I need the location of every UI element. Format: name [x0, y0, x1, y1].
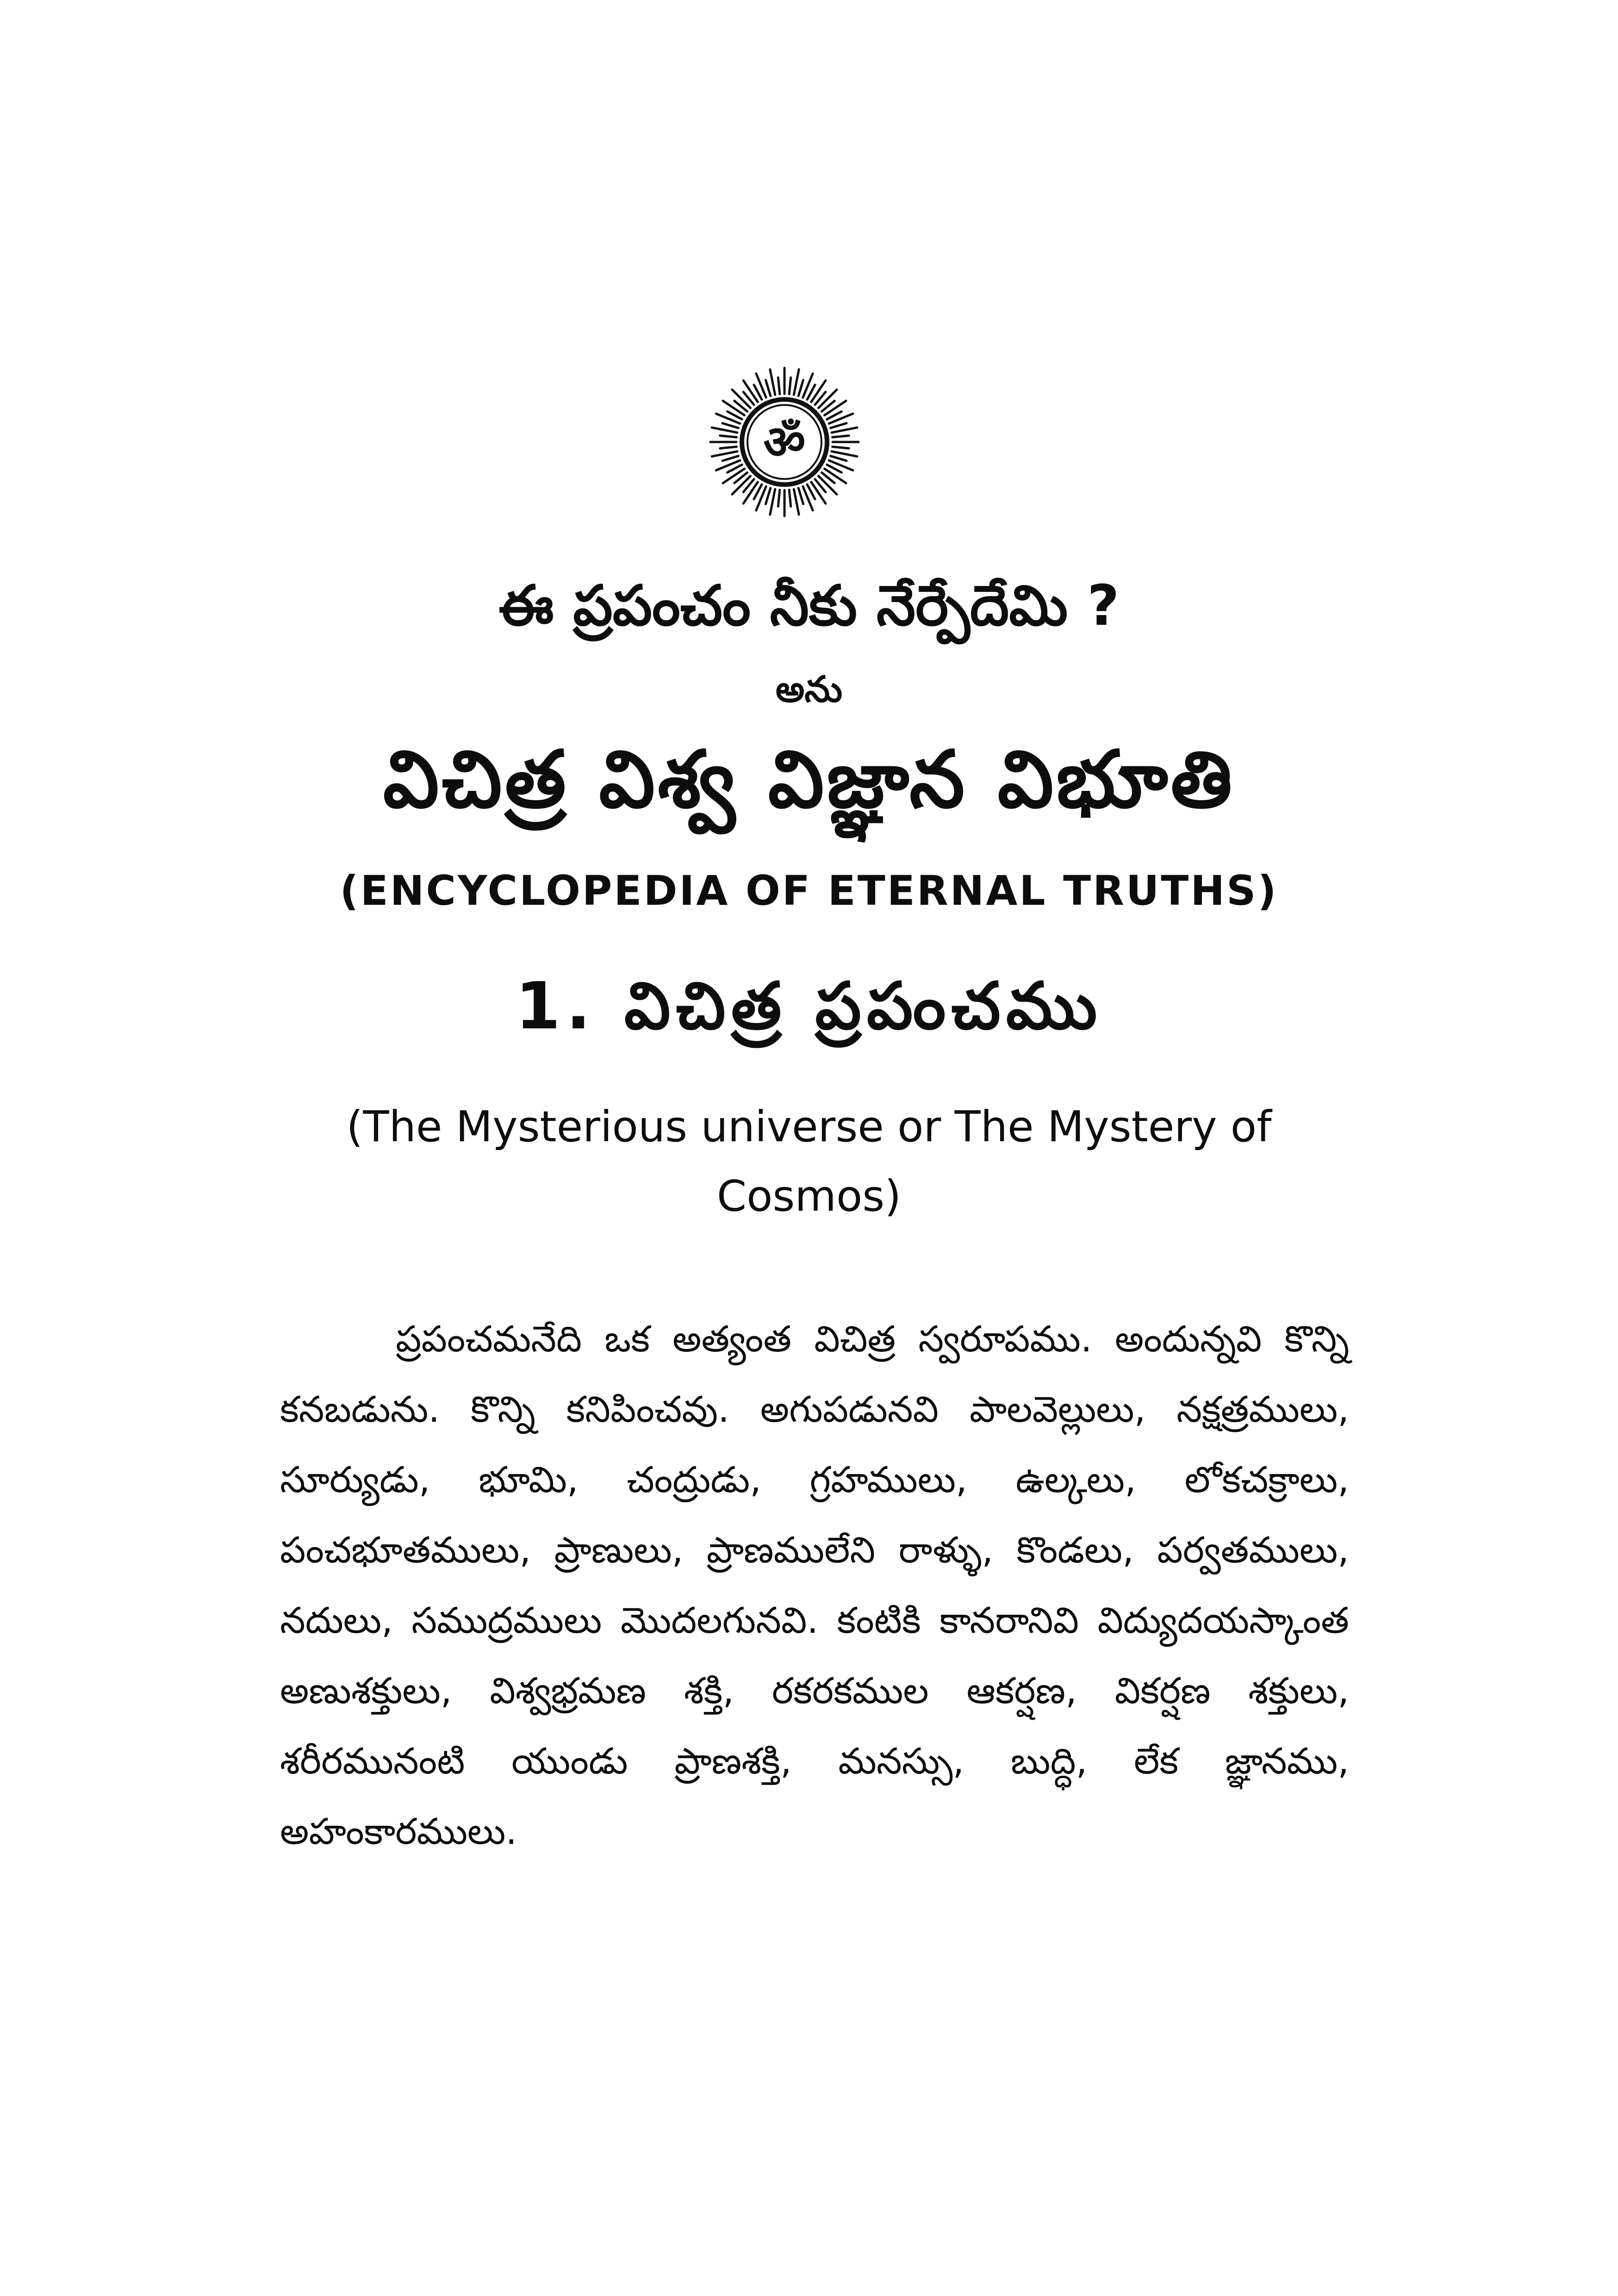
sun-ray	[765, 380, 770, 396]
sun-ray	[825, 469, 846, 483]
chapter-english-title	[0, 1092, 1618, 1231]
om-glyph: ॐ	[763, 415, 806, 469]
sun-ray	[778, 490, 780, 507]
sun-ray	[798, 488, 803, 504]
sun-ray	[712, 451, 737, 456]
sun-ray	[770, 369, 775, 395]
sun-ray	[765, 488, 770, 504]
sun-ray	[770, 489, 775, 515]
sun-ray	[831, 456, 847, 460]
sun-ray	[811, 482, 826, 504]
om-sun-emblem-icon	[708, 366, 861, 518]
chapter-heading: 1. విచిత్ర ప్రపంచము	[515, 969, 1103, 1044]
sun-ray	[833, 436, 849, 437]
sun-ray	[825, 401, 846, 415]
sun-ray	[833, 447, 849, 448]
sun-ray	[743, 380, 758, 402]
sun-ray	[743, 482, 758, 504]
sun-ray	[720, 436, 737, 437]
chapter-english-line-1: (The Mysterious universe or The Mystery of	[346, 1102, 1272, 1151]
title-telugu: ఈ ప్రపంచం నీకు నేర్పేదేమి ?	[498, 574, 1120, 638]
sun-ray	[789, 378, 791, 394]
sun-ray	[832, 451, 857, 456]
sun-ray	[722, 423, 739, 428]
sun-ray	[722, 456, 739, 460]
sun-ray	[723, 401, 745, 415]
sun-ray	[811, 380, 826, 402]
subtitle-english: (ENCYCLOPEDIA OF ETERNAL TRUTHS)	[340, 867, 1278, 915]
sun-ray	[712, 428, 737, 433]
connector-word: అను	[775, 669, 843, 710]
sun-ray	[723, 469, 745, 483]
sun-ray	[798, 380, 803, 396]
main-title: విచిత్ర విశ్వ విజ్ఞాన విభూతి	[383, 734, 1235, 826]
sun-ray	[794, 489, 799, 515]
sun-ray	[832, 428, 857, 433]
sun-ray	[794, 369, 799, 395]
sun-ray	[831, 423, 847, 428]
sun-ray	[778, 378, 780, 394]
sun-ray	[720, 447, 737, 448]
sun-ray	[789, 490, 791, 507]
body-paragraph: ప్రపంచమనేది ఒక అత్యంత విచిత్ర స్వరూపము. అందున్నవి కొన్ని కనబడును. కొన్ని కనిపించవు. అగుపడునవి పాలవెల్లులు, నక్షత్రములు, సూర్యుడు, భూమి, చంద్రుడు, గ్రహములు, ఉల్కలు, లోకచక్రాలు, పంచభూతములు, ప్రాణులు, ప్రాణములేని రాళ్ళు, కొండలు, పర్వతములు, నదులు, సముద్రములు మొదలగునవి. కంటికి కానరానివి విద్యుదయస్కాంత అణుశక్తులు, విశ్వభ్రమణ శక్తి, రకరకముల ఆకర్షణ, వికర్షణ శక్తులు, శరీరమునంటి యుండు ప్రాణశక్తి, మనస్సు, బుద్ధి, లేక జ్ఞానము, అహంకారములు.	[280, 1319, 1349, 1853]
chapter-english-line-2: Cosmos)	[716, 1171, 902, 1221]
